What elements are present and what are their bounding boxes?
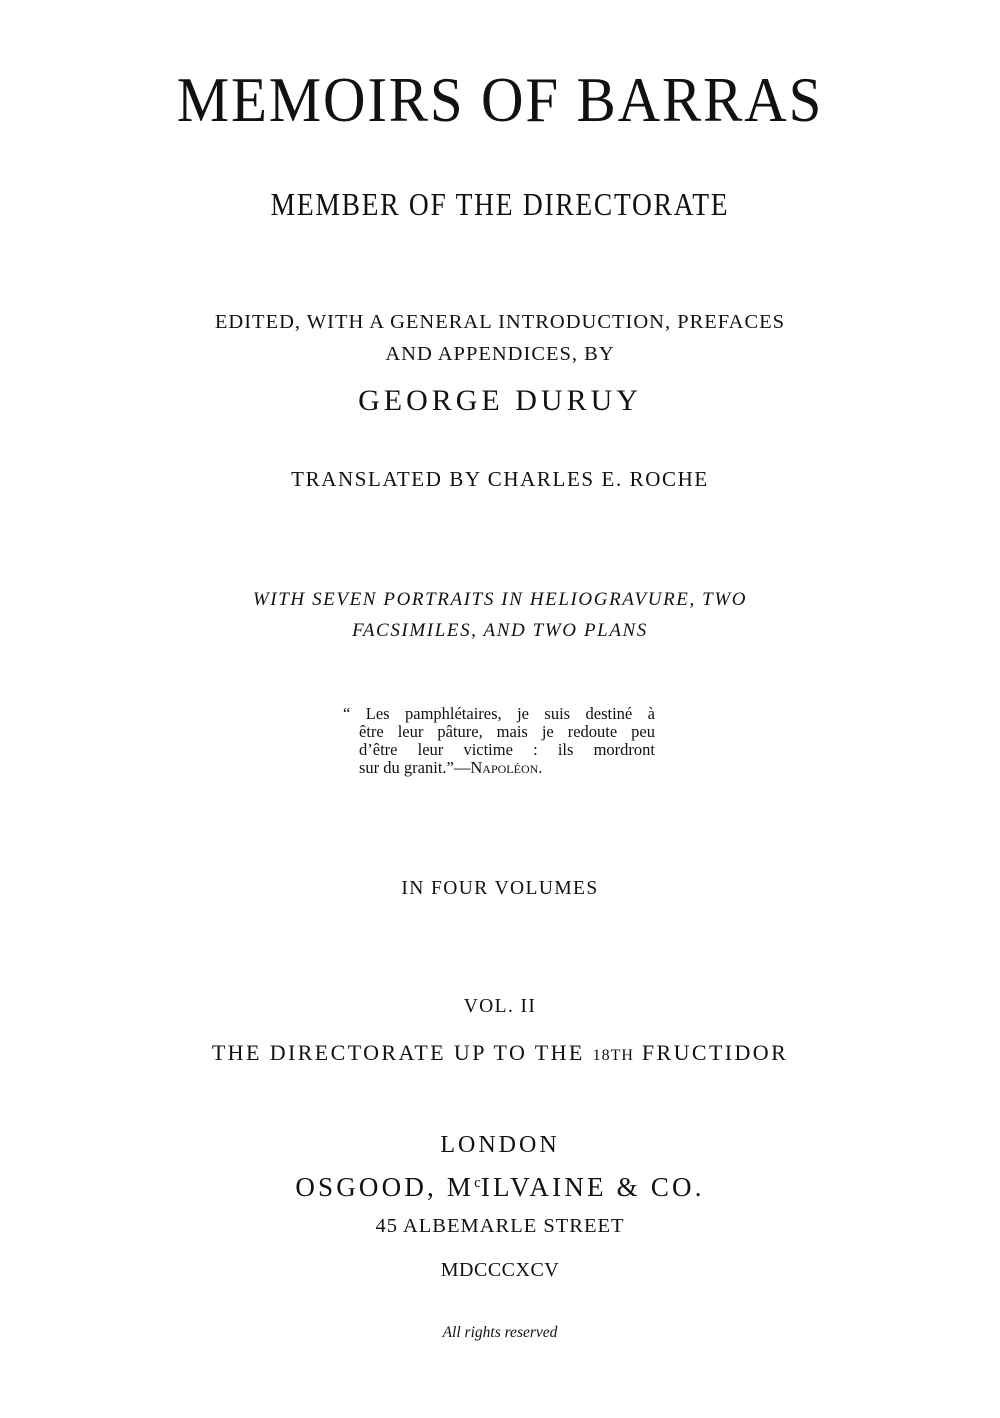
translator-line: TRANSLATED BY CHARLES E. ROCHE <box>291 467 709 491</box>
volume-title-ordinal: 18TH <box>592 1047 634 1064</box>
imprint-place: LONDON <box>440 1132 560 1158</box>
publisher-prefix: OSGOOD, M <box>295 1172 475 1202</box>
epigraph-line: “ Les pamphlétaires, je suis destiné à <box>343 704 655 723</box>
epigraph-line: être leur pâture, mais je redoute peu <box>359 722 655 742</box>
volumes-count: IN FOUR VOLUMES <box>401 878 599 899</box>
volume-number: VOL. II <box>463 996 537 1017</box>
epigraph-line: sur du granit.”— <box>359 758 471 778</box>
book-subtitle: MEMBER OF THE DIRECTORATE <box>270 186 730 222</box>
illustrations-line-1: WITH SEVEN PORTRAITS IN HELIOGRAVURE, TWO <box>252 589 748 610</box>
epigraph-attribution: Napoléon. <box>470 758 543 778</box>
volume-title-before: THE DIRECTORATE UP TO THE <box>211 1040 593 1065</box>
editor-name: GEORGE DURUY <box>358 384 642 417</box>
volume-title <box>0 1042 1000 1064</box>
publisher-superscript: c <box>474 1175 481 1191</box>
book-title: MEMOIRS OF BARRAS <box>176 64 824 135</box>
edited-by-line-1: EDITED, WITH A GENERAL INTRODUCTION, PREFACES <box>214 311 786 333</box>
volume-title-after: FRUCTIDOR <box>633 1040 789 1065</box>
imprint-year: MDCCCXCV <box>440 1259 560 1281</box>
edited-by-line-2: AND APPENDICES, BY <box>385 343 615 365</box>
illustrations-line-2: FACSIMILES, AND TWO PLANS <box>352 620 648 641</box>
epigraph-last-line <box>343 759 655 777</box>
epigraph <box>343 705 655 778</box>
imprint-address: 45 ALBEMARLE STREET <box>375 1215 625 1237</box>
rights-notice: All rights reserved <box>442 1324 558 1341</box>
imprint-publisher <box>0 1174 1000 1201</box>
publisher-suffix: ILVAINE & CO. <box>480 1172 705 1202</box>
epigraph-line: d’être leur victime : ils mordront <box>359 740 655 760</box>
